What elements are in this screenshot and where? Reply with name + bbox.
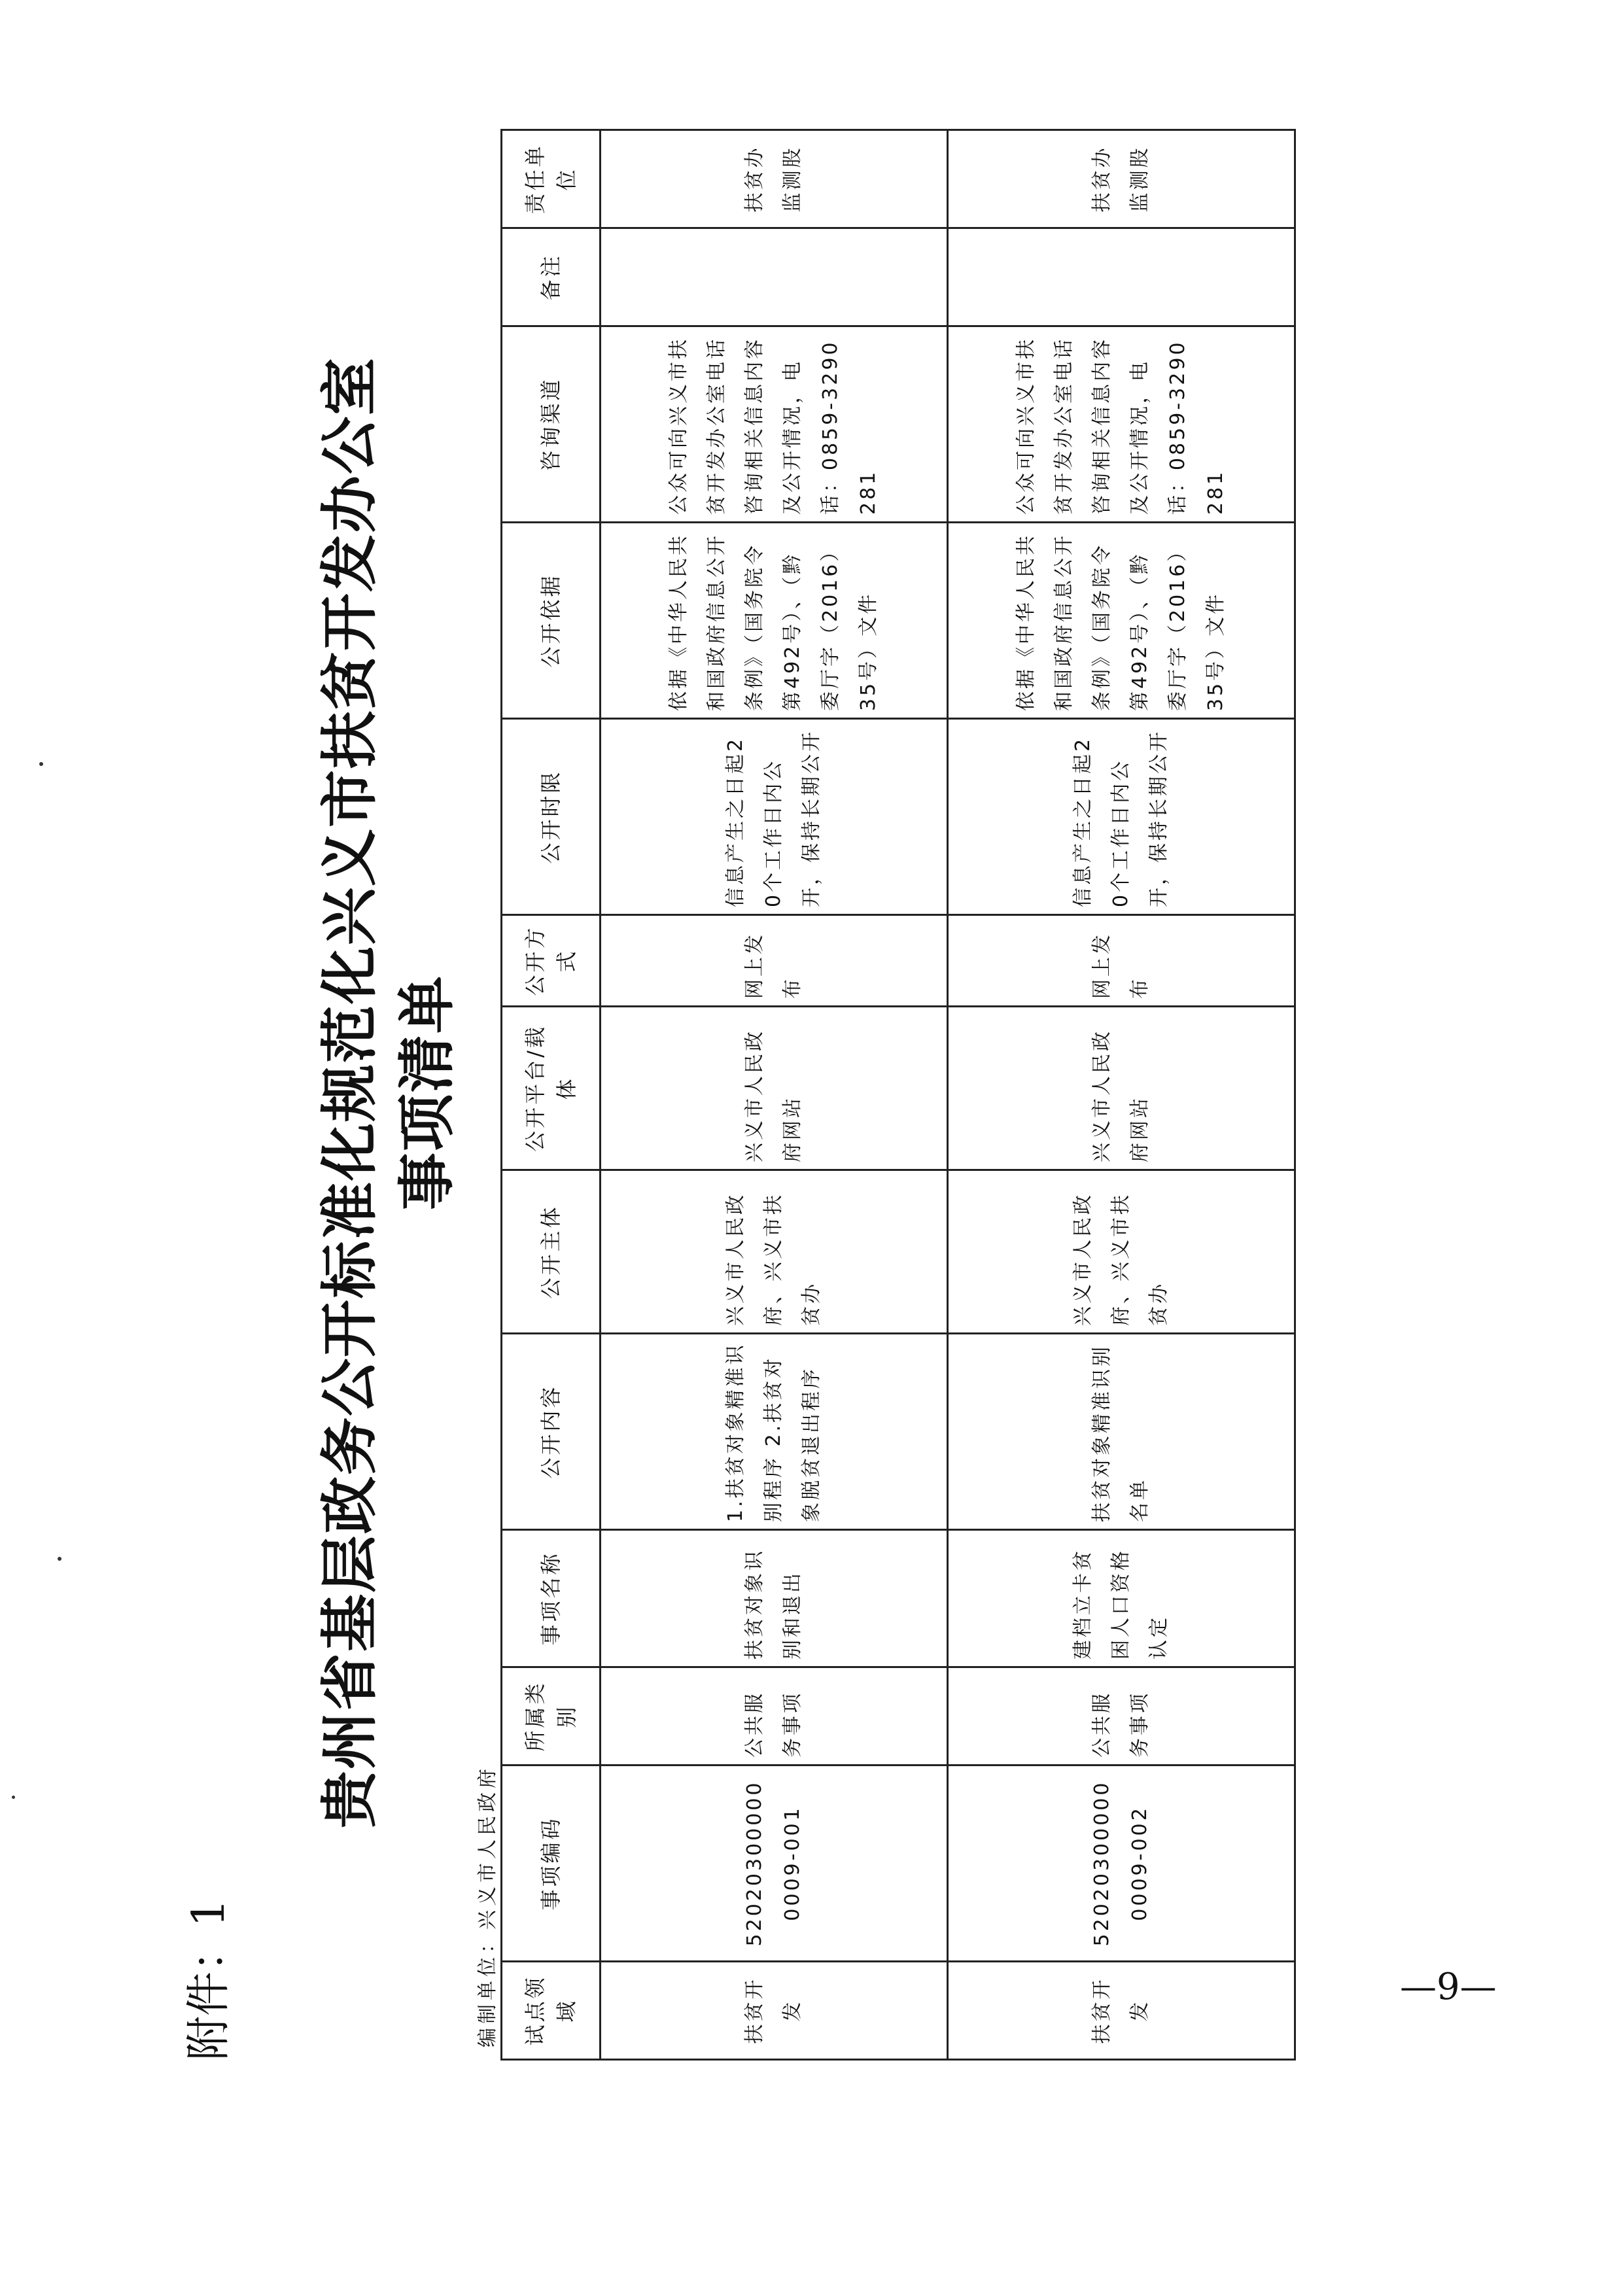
cell-category: 公共服务事项 bbox=[948, 1667, 1295, 1765]
header-category: 所属类别 bbox=[502, 1667, 601, 1765]
header-content: 公开内容 bbox=[502, 1334, 601, 1530]
document-title bbox=[311, 203, 465, 1982]
cell-basis: 依据《中华人民共和国政府信息公开条例》（国务院令第492号）、（黔委厅字（2016）35号）文件 bbox=[948, 523, 1295, 719]
cell-method: 网上发布 bbox=[948, 915, 1295, 1007]
header-domain: 试点领域 bbox=[502, 1962, 601, 2060]
cell-remark bbox=[948, 228, 1295, 326]
header-name: 事项名称 bbox=[502, 1530, 601, 1667]
header-unit: 责任单位 bbox=[502, 130, 601, 228]
cell-code: 520203000000009-001 bbox=[601, 1765, 948, 1962]
header-method: 公开方式 bbox=[502, 915, 601, 1007]
cell-name: 扶贫对象识别和退出 bbox=[601, 1530, 948, 1667]
table-row bbox=[948, 130, 1295, 2060]
title-line-2: 事项清单 bbox=[393, 975, 461, 1211]
cell-code: 520203000000009-002 bbox=[948, 1765, 1295, 1962]
cell-domain: 扶贫开发 bbox=[601, 1962, 948, 2060]
title-line-1: 贵州省基层政务公开标准化规范化兴义市扶贫开发办公室 bbox=[315, 357, 383, 1829]
cell-time-limit: 信息产生之日起20个工作日内公开，保持长期公开 bbox=[948, 719, 1295, 915]
cell-channel: 公众可向兴义市扶贫开发办公室电话咨询相关信息内容及公开情况，电话：0859-3290281 bbox=[601, 326, 948, 523]
cell-remark bbox=[601, 228, 948, 326]
cell-content: 1.扶贫对象精准识别程序 2.扶贫对象脱贫退出程序 bbox=[601, 1334, 948, 1530]
cell-subject: 兴义市人民政府、兴义市扶贫办 bbox=[601, 1170, 948, 1334]
header-subject: 公开主体 bbox=[502, 1170, 601, 1334]
header-basis: 公开依据 bbox=[502, 523, 601, 719]
cell-unit: 扶贫办监测股 bbox=[601, 130, 948, 228]
compiler-label: 编制单位：兴义市人民政府 bbox=[476, 1765, 499, 2047]
cell-platform: 兴义市人民政府网站 bbox=[948, 1007, 1295, 1170]
header-platform: 公开平台/载体 bbox=[502, 1007, 601, 1170]
cell-unit: 扶贫办监测股 bbox=[948, 130, 1295, 228]
cell-domain: 扶贫开发 bbox=[948, 1962, 1295, 2060]
cell-subject: 兴义市人民政府、兴义市扶贫办 bbox=[948, 1170, 1295, 1334]
page-number: —9— bbox=[1400, 1966, 1497, 2008]
scan-speck bbox=[58, 1557, 61, 1561]
cell-content: 扶贫对象精准识别名单 bbox=[948, 1334, 1295, 1530]
cell-channel: 公众可向兴义市扶贫开发办公室电话咨询相关信息内容及公开情况，电话：0859-3290281 bbox=[948, 326, 1295, 523]
scan-speck bbox=[12, 1796, 15, 1799]
header-remark: 备注 bbox=[502, 228, 601, 326]
rotated-document-page bbox=[173, 98, 1547, 2061]
header-time-limit: 公开时限 bbox=[502, 719, 601, 915]
cell-time-limit: 信息产生之日起20个工作日内公开，保持长期公开 bbox=[601, 719, 948, 915]
items-table bbox=[500, 129, 1296, 2061]
table-header-row bbox=[502, 130, 601, 2060]
header-channel: 咨询渠道 bbox=[502, 326, 601, 523]
cell-basis: 依据《中华人民共和国政府信息公开条例》（国务院令第492号）、（黔委厅字（2016）35号）文件 bbox=[601, 523, 948, 719]
scan-speck bbox=[39, 762, 43, 766]
cell-name: 建档立卡贫困人口资格认定 bbox=[948, 1530, 1295, 1667]
attachment-label: 附件：1 bbox=[183, 1898, 235, 2061]
header-code: 事项编码 bbox=[502, 1765, 601, 1962]
cell-platform: 兴义市人民政府网站 bbox=[601, 1007, 948, 1170]
cell-category: 公共服务事项 bbox=[601, 1667, 948, 1765]
cell-method: 网上发布 bbox=[601, 915, 948, 1007]
table-row bbox=[601, 130, 948, 2060]
